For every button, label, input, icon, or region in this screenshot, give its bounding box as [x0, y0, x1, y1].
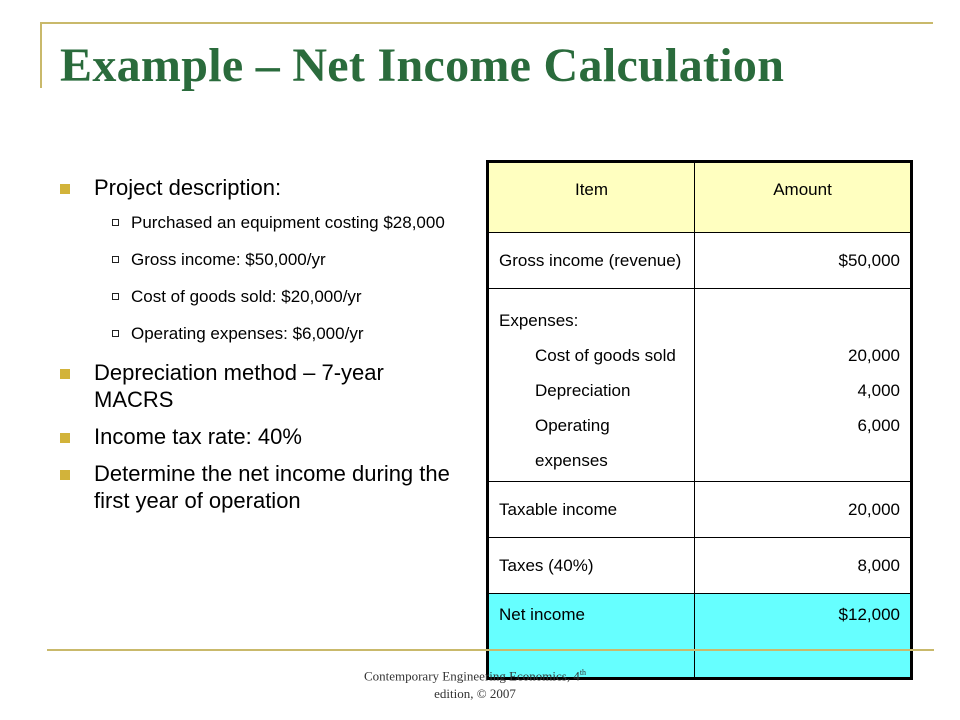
- taxes-label: Taxes (40%): [488, 538, 695, 594]
- header-item: Item: [488, 162, 695, 233]
- hollow-square-bullet-icon: [112, 293, 119, 300]
- table-row: [488, 233, 912, 289]
- depreciation-amount: 4,000: [857, 381, 900, 400]
- footer-superscript: th: [579, 668, 587, 677]
- footer-line2: edition, © 2007: [434, 686, 516, 702]
- bullet-text: Depreciation method – 7-year MACRS: [94, 360, 384, 412]
- expenses-amount-cell: [695, 289, 912, 482]
- sub-bullet-item: [112, 248, 460, 271]
- table-header-row: [488, 162, 912, 233]
- bullet-item: [60, 423, 460, 450]
- sub-bullet-text: Gross income: $50,000/yr: [131, 250, 326, 269]
- sub-bullet-item: [112, 285, 460, 308]
- square-bullet-icon: [60, 184, 70, 194]
- operating-expenses-label: Operating expenses: [535, 416, 610, 470]
- hollow-square-bullet-icon: [112, 330, 119, 337]
- footer-line1: Contemporary Engineering Economics, 4: [363, 668, 580, 684]
- bullet-text: Determine the net income during the first year of operation: [94, 461, 450, 513]
- slide-title: Example – Net Income Calculation: [60, 39, 785, 92]
- cogs-label: Cost of goods sold: [535, 346, 676, 365]
- bullet-item: [60, 174, 460, 201]
- expenses-label: Expenses:: [499, 311, 579, 330]
- square-bullet-icon: [60, 369, 70, 379]
- cogs-amount: 20,000: [848, 346, 900, 365]
- bullet-text: Project description:: [94, 175, 282, 200]
- sub-bullet-text: Purchased an equipment costing $28,000: [131, 213, 445, 232]
- sub-bullet-item: [112, 322, 460, 345]
- taxes-amount: 8,000: [695, 538, 912, 594]
- footer-divider: [47, 649, 934, 651]
- decorative-left-line: [40, 22, 42, 88]
- bullet-list: [60, 174, 460, 524]
- header-amount: Amount: [695, 162, 912, 233]
- table-row: [488, 289, 912, 482]
- table-row: [488, 538, 912, 594]
- sub-bullet-item: [112, 211, 460, 234]
- bullet-text: Income tax rate: 40%: [94, 424, 302, 449]
- expenses-cell: [488, 289, 695, 482]
- square-bullet-icon: [60, 470, 70, 480]
- net-income-label: Net income: [488, 594, 695, 679]
- taxable-income-amount: 20,000: [695, 482, 912, 538]
- decorative-top-line: [40, 22, 933, 24]
- net-income-table: [486, 160, 913, 680]
- footer-citation: [340, 664, 610, 703]
- bullet-item: [60, 359, 460, 413]
- sub-bullet-text: Operating expenses: $6,000/yr: [131, 324, 364, 343]
- hollow-square-bullet-icon: [112, 256, 119, 263]
- square-bullet-icon: [60, 433, 70, 443]
- sub-bullet-list: [112, 211, 460, 345]
- taxable-income-label: Taxable income: [488, 482, 695, 538]
- net-income-amount: $12,000: [695, 594, 912, 679]
- bullet-item: [60, 460, 460, 514]
- operating-expenses-amount: 6,000: [857, 416, 900, 435]
- hollow-square-bullet-icon: [112, 219, 119, 226]
- gross-income-label: Gross income (revenue): [488, 233, 695, 289]
- gross-income-amount: $50,000: [695, 233, 912, 289]
- depreciation-label: Depreciation: [535, 381, 631, 400]
- sub-bullet-text: Cost of goods sold: $20,000/yr: [131, 287, 362, 306]
- table-row: [488, 482, 912, 538]
